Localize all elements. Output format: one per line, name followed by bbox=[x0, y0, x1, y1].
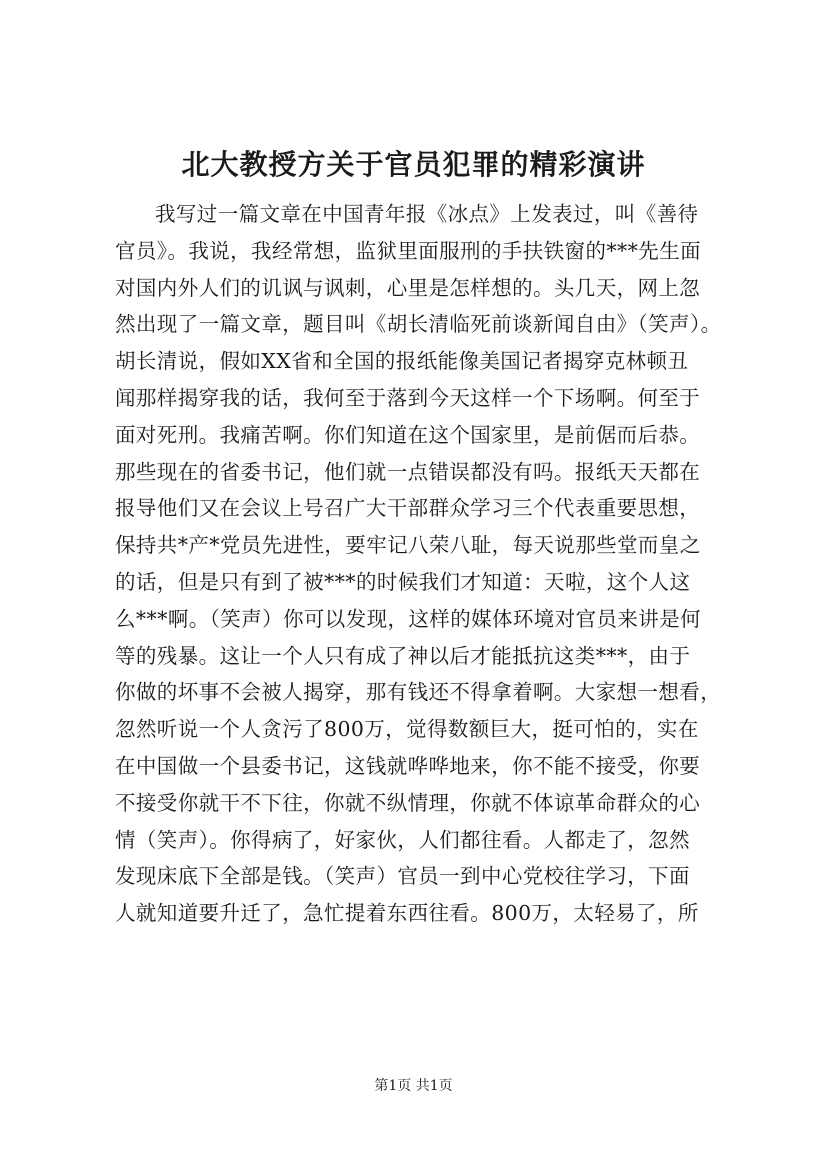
body-line: 在中国做一个县委书记，这钱就哗哗地来，你不能不接受，你要 bbox=[115, 753, 701, 778]
body-line: 等的残暴。这让一个人只有成了神以后才能抵抗这类***，由于 bbox=[115, 643, 691, 668]
body-line: 保持共*产*党员先进性，要牢记八荣八耻，每天说那些堂而皇之 bbox=[115, 533, 701, 558]
body-line: 闻那样揭穿我的话，我何至于落到今天这样一个下场啊。何至于 bbox=[115, 385, 701, 410]
body-line: 你做的坏事不会被人揭穿，那有钱还不得拿着啊。大家想一想看， bbox=[115, 680, 722, 705]
document-title: 北大教授方关于官员犯罪的精彩演讲 bbox=[181, 148, 646, 181]
document-body bbox=[115, 196, 755, 932]
body-line: 发现床底下全部是钱。（笑声）官员一到中心党校往学习，下面 bbox=[115, 864, 690, 889]
body-line: 那些现在的省委书记，他们就一点错误都没有吗。报纸天天都在 bbox=[115, 459, 701, 484]
body-line: 么***啊。（笑声）你可以发现，这样的媒体环境对官员来讲是何 bbox=[115, 606, 701, 631]
body-line: 面对死刑。我痛苦啊。你们知道在这个国家里，是前倨而后恭。 bbox=[115, 422, 701, 447]
body-line: 我写过一篇文章在中国青年报《冰点》上发表过，叫《善待 bbox=[155, 202, 699, 226]
body-line: 官员》。我说，我经常想，监狱里面服刑的手扶铁窗的***先生面 bbox=[115, 238, 701, 263]
body-line: 的话，但是只有到了被***的时候我们才知道：天啦，这个人这 bbox=[115, 569, 691, 594]
body-line: 人就知道要升迁了，急忙提着东西往看。800万，太轻易了，所 bbox=[115, 901, 699, 926]
body-line: 然出现了一篇文章，题目叫《胡长清临死前谈新闻自由》（笑声）。 bbox=[115, 312, 722, 337]
page-footer: 第1页 共1页 bbox=[374, 1078, 453, 1094]
body-line: 情（笑声）。你得病了，好家伙，人们都往看。人都走了，忽然 bbox=[115, 827, 690, 852]
body-line: 报导他们又在会议上号召广大干部群众学习三个代表重要思想， bbox=[115, 496, 701, 521]
body-line: 胡长清说，假如XX省和全国的报纸能像美国记者揭穿克林顿丑 bbox=[115, 349, 689, 374]
body-line: 对国内外人们的讥讽与讽刺，心里是怎样想的。头几天，网上忽 bbox=[115, 275, 701, 300]
body-line: 忽然听说一个人贪污了800万，觉得数额巨大，挺可怕的，实在 bbox=[115, 717, 699, 742]
body-line: 不接受你就干不下往，你就不纵情理，你就不体谅革命群众的心 bbox=[115, 790, 701, 815]
